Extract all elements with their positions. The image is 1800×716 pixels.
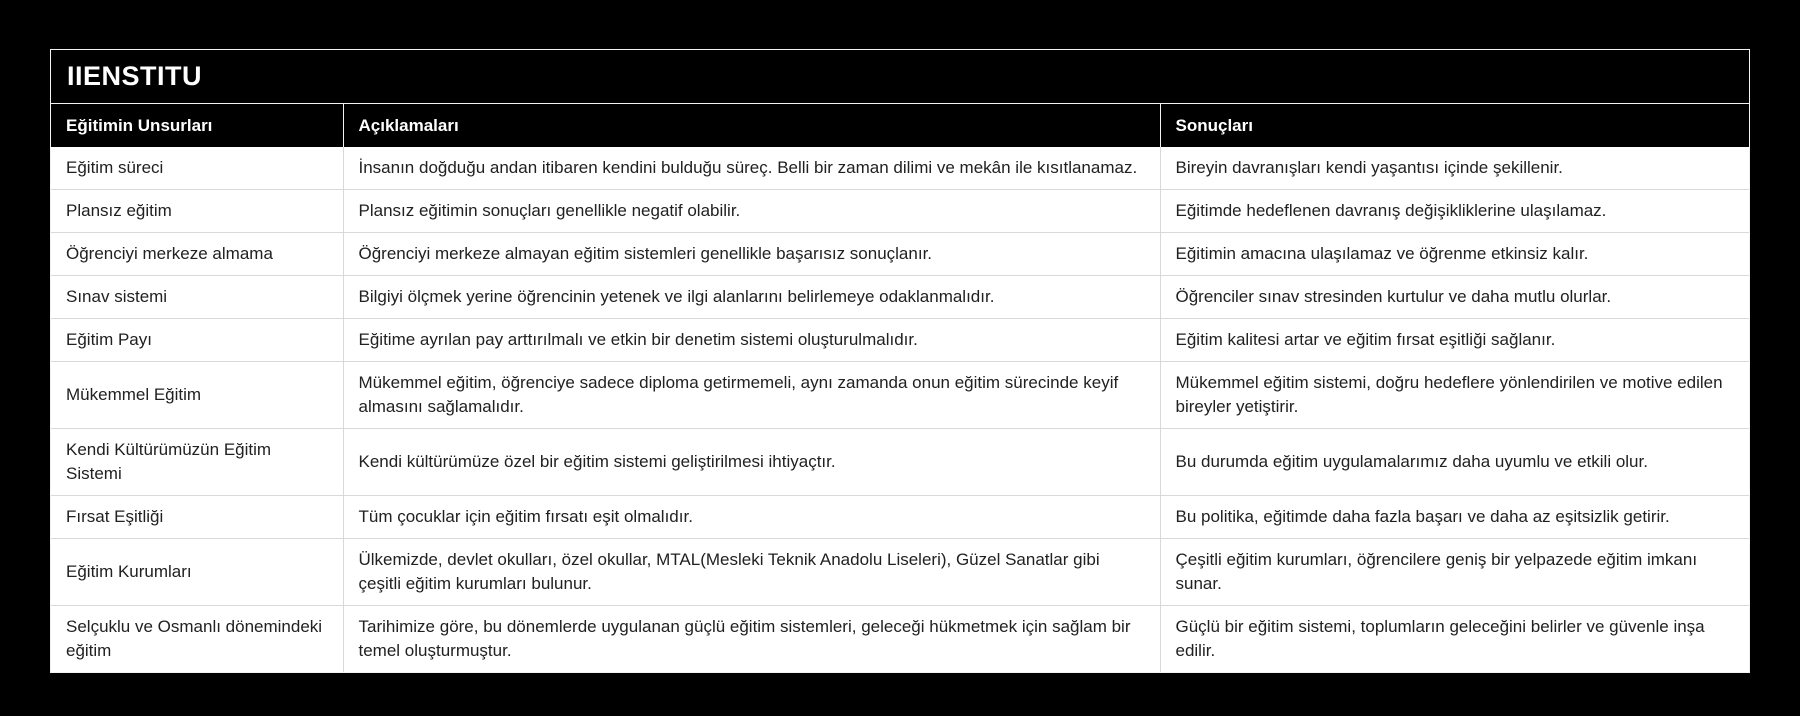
cell-result: Eğitim kalitesi artar ve eğitim fırsat eşitliği sağlanır. bbox=[1160, 319, 1749, 362]
cell-element: Plansız eğitim bbox=[51, 190, 343, 233]
cell-element: Eğitim Kurumları bbox=[51, 539, 343, 606]
cell-element: Fırsat Eşitliği bbox=[51, 496, 343, 539]
cell-description: Ülkemizde, devlet okulları, özel okullar, MTAL(Mesleki Teknik Anadolu Liseleri), Güzel Sanatlar gibi çeşitli eğitim kurumları bulunur. bbox=[343, 539, 1160, 606]
cell-description: Öğrenciyi merkeze almayan eğitim sistemleri genellikle başarısız sonuçlanır. bbox=[343, 233, 1160, 276]
column-header-descriptions: Açıklamaları bbox=[343, 104, 1160, 147]
table-row bbox=[51, 276, 1749, 319]
table-header-row bbox=[51, 104, 1749, 147]
cell-element: Öğrenciyi merkeze almama bbox=[51, 233, 343, 276]
table-row bbox=[51, 606, 1749, 673]
cell-result: Bu durumda eğitim uygulamalarımız daha uyumlu ve etkili olur. bbox=[1160, 429, 1749, 496]
cell-element: Kendi Kültürümüzün Eğitim Sistemi bbox=[51, 429, 343, 496]
cell-description: Mükemmel eğitim, öğrenciye sadece diploma getirmemeli, aynı zamanda onun eğitim sürecinde keyif almasını sağlamalıdır. bbox=[343, 362, 1160, 429]
cell-result: Çeşitli eğitim kurumları, öğrencilere geniş bir yelpazede eğitim imkanı sunar. bbox=[1160, 539, 1749, 606]
table-row bbox=[51, 147, 1749, 190]
column-header-results: Sonuçları bbox=[1160, 104, 1749, 147]
cell-element: Selçuklu ve Osmanlı dönemindeki eğitim bbox=[51, 606, 343, 673]
table-title-bar bbox=[51, 50, 1749, 104]
education-table bbox=[51, 104, 1749, 672]
cell-element: Sınav sistemi bbox=[51, 276, 343, 319]
table-body bbox=[51, 147, 1749, 672]
table-row bbox=[51, 496, 1749, 539]
cell-description: İnsanın doğduğu andan itibaren kendini bulduğu süreç. Belli bir zaman dilimi ve mekân ile kısıtlanamaz. bbox=[343, 147, 1160, 190]
table-row bbox=[51, 429, 1749, 496]
page-title: IIENSTITU bbox=[67, 61, 203, 91]
cell-element: Eğitim Payı bbox=[51, 319, 343, 362]
cell-description: Tarihimize göre, bu dönemlerde uygulanan güçlü eğitim sistemleri, geleceği hükmetmek için sağlam bir temel oluşturmuştur. bbox=[343, 606, 1160, 673]
table-row bbox=[51, 190, 1749, 233]
cell-result: Bu politika, eğitimde daha fazla başarı ve daha az eşitsizlik getirir. bbox=[1160, 496, 1749, 539]
cell-element: Eğitim süreci bbox=[51, 147, 343, 190]
cell-result: Güçlü bir eğitim sistemi, toplumların geleceğini belirler ve güvenle inşa edilir. bbox=[1160, 606, 1749, 673]
cell-result: Eğitimin amacına ulaşılamaz ve öğrenme etkinsiz kalır. bbox=[1160, 233, 1749, 276]
cell-description: Tüm çocuklar için eğitim fırsatı eşit olmalıdır. bbox=[343, 496, 1160, 539]
education-table-card bbox=[50, 49, 1750, 673]
cell-result: Öğrenciler sınav stresinden kurtulur ve daha mutlu olurlar. bbox=[1160, 276, 1749, 319]
cell-description: Bilgiyi ölçmek yerine öğrencinin yetenek ve ilgi alanlarını belirlemeye odaklanmalıdır. bbox=[343, 276, 1160, 319]
table-row bbox=[51, 539, 1749, 606]
cell-description: Plansız eğitimin sonuçları genellikle negatif olabilir. bbox=[343, 190, 1160, 233]
cell-result: Eğitimde hedeflenen davranış değişikliklerine ulaşılamaz. bbox=[1160, 190, 1749, 233]
table-row bbox=[51, 319, 1749, 362]
cell-result: Bireyin davranışları kendi yaşantısı içinde şekillenir. bbox=[1160, 147, 1749, 190]
cell-element: Mükemmel Eğitim bbox=[51, 362, 343, 429]
cell-description: Eğitime ayrılan pay arttırılmalı ve etkin bir denetim sistemi oluşturulmalıdır. bbox=[343, 319, 1160, 362]
table-row bbox=[51, 362, 1749, 429]
table-row bbox=[51, 233, 1749, 276]
cell-description: Kendi kültürümüze özel bir eğitim sistemi geliştirilmesi ihtiyaçtır. bbox=[343, 429, 1160, 496]
column-header-elements: Eğitimin Unsurları bbox=[51, 104, 343, 147]
cell-result: Mükemmel eğitim sistemi, doğru hedeflere yönlendirilen ve motive edilen bireyler yetiştirir. bbox=[1160, 362, 1749, 429]
